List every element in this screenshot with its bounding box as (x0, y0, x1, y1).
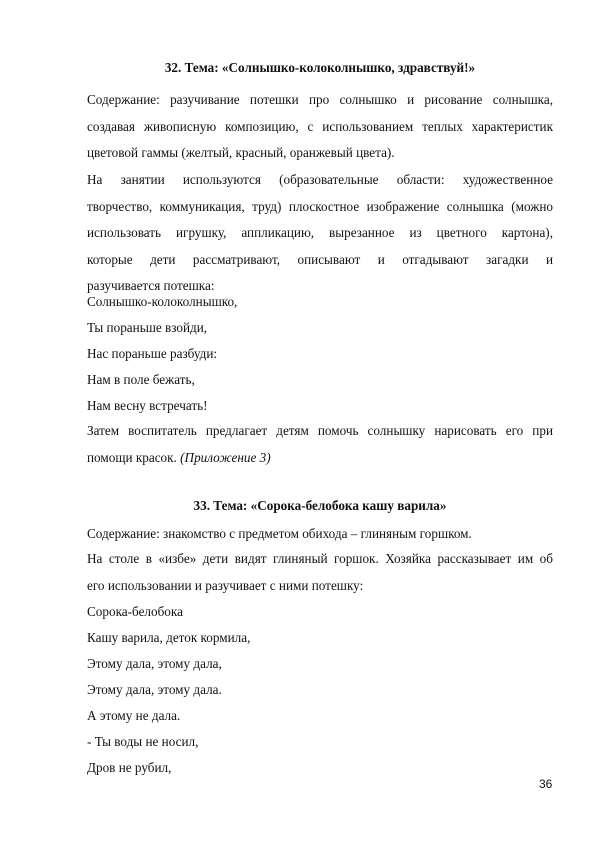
section-33-heading: 33. Тема: «Сорока-белобока кашу варила» (193, 498, 447, 513)
section-32-heading: 32. Тема: «Солнышко-колоколнышко, здравствуй!» (164, 60, 476, 75)
text-line: создавая живописную композицию, с использованием теплых характеристик (87, 118, 553, 134)
text-line: Содержание: разучивание потешки про солнышко и рисование солнышка, (87, 92, 553, 107)
text-line: разучивается потешка: (87, 278, 215, 293)
section-33-activity (87, 546, 553, 599)
text-line: цветовой гаммы (желтый, красный, оранжевый цвета). (87, 145, 395, 160)
rhyme-line: Нас пораньше разбуди: (87, 346, 218, 361)
rhyme-line: А этому не дала. (87, 708, 181, 723)
rhyme-line: Дров не рубил, (87, 760, 172, 775)
rhyme-line: Нам в поле бежать, (87, 372, 195, 387)
rhyme-line: Этому дала, этому дала, (87, 656, 222, 671)
text-line: его использовании и разучивает с ними потешку: (87, 577, 364, 593)
rhyme-line: Нам весну встречать! (87, 398, 208, 413)
text-line: На занятии используются (образовательные области: художественное (87, 172, 553, 187)
text-line: творчество, коммуникация, труд) плоскостное изображение солнышка (можно (87, 198, 553, 214)
rhyme-line: Солнышко-колоколнышко, (87, 294, 238, 309)
text-line: Затем воспитатель предлагает детям помочь солнышку нарисовать его при (87, 423, 553, 438)
section-32-activity (87, 167, 553, 300)
section-32-content (87, 87, 553, 167)
rhyme-line: Этому дала, этому дала. (87, 682, 222, 697)
rhyme-line: Кашу варила, деток кормила, (87, 630, 251, 645)
rhyme-line: Сорока-белобока (87, 604, 183, 619)
appendix-reference: (Приложение 3) (180, 449, 271, 465)
section-32-closing (87, 418, 553, 471)
text-line: На столе в «избе» дети видят глиняный горшок. Хозяйка рассказывает им об (87, 551, 553, 566)
text-line: которые дети рассматривают, описывают и отгадывают загадки и (87, 251, 553, 267)
text-line: помощи красок. (Приложение 3) (87, 449, 271, 465)
section-33-content: Содержание: знакомство с предметом обихода – глиняным горшком. (87, 526, 472, 541)
page-number: 36 (539, 777, 553, 791)
rhyme-line: Ты пораньше взойди, (87, 320, 208, 335)
text-line: использовать игрушку, аппликацию, вырезанное из цветного картона), (87, 225, 553, 240)
rhyme-line: - Ты воды не носил, (87, 734, 199, 749)
